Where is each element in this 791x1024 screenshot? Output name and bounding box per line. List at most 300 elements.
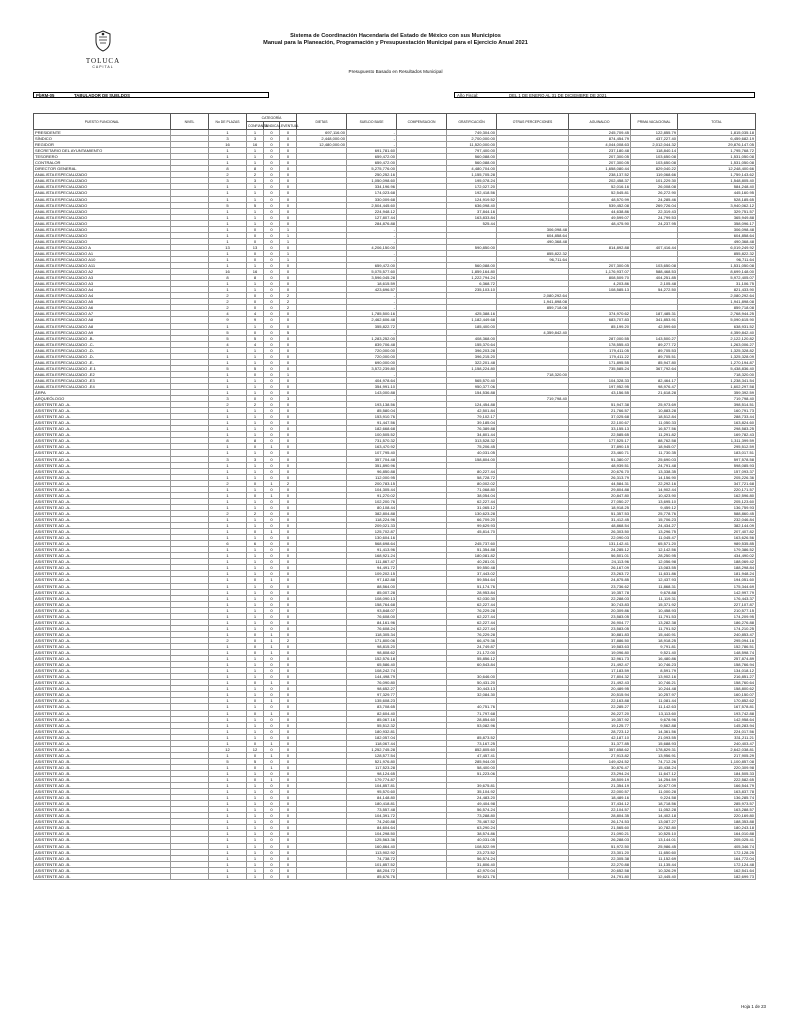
table-cell: 1 [247,426,264,432]
table-cell: 365,949.88 [678,214,756,220]
table-cell: 0 [280,523,297,529]
table-cell: 0 [280,553,297,559]
table-cell: 10,326.29 [631,867,678,873]
table-cell: 5,972,405.07 [678,275,756,281]
table-cell: 0 [264,795,280,801]
table-cell: 16,480.86 [631,656,678,662]
table-cell: 47,457.41 [447,752,497,758]
table-cell: 584,248.40 [678,184,756,190]
table-cell: 51,174.76 [447,583,497,589]
table-cell: 170,852.62 [678,698,756,704]
table-cell [497,873,569,879]
table-cell: 91,447.56 [347,420,397,426]
table-cell: 1,785,500.16 [347,311,397,317]
table-cell: ASISTENTE AD -A- [34,559,171,565]
table-cell: ASISTENTE AD -A- [34,504,171,510]
table-cell: 28,804.35 [569,813,631,819]
table-cell: 0 [280,275,297,281]
table-cell: 1,311,399.59 [678,438,756,444]
document-title-2: Manual para la Planeación, Programación y Presupuestación Municipal para el Ejercicio Anual 2021 [263,40,528,46]
table-cell: 22,163.88 [569,698,631,704]
table-cell: 0 [280,269,297,275]
col-prima: PRIMA VACACIONAL [631,114,678,130]
table-cell: 1 [209,619,247,625]
table-cell: 1,263,006.27 [678,341,756,347]
table-cell: 25,973.69 [631,402,678,408]
table-cell: ARQUEÓLOGO [34,396,171,402]
table-cell: - [347,130,397,136]
table-cell: 2,080,292.64 [678,293,756,299]
table-cell: 1 [209,498,247,504]
table-cell: 0 [264,184,280,190]
table-cell: 84,161.96 [347,619,397,625]
table-cell: 175,344.69 [678,583,756,589]
table-cell: 0 [280,656,297,662]
table-cell: 0 [264,873,280,879]
table-cell: 158,804.00 [447,456,497,462]
table-cell: 22,285.27 [569,704,631,710]
table-cell: 0 [280,801,297,807]
table-cell: 6,368.72 [447,281,497,287]
table-cell: 98,808.62 [347,650,397,656]
table-cell: 42,599.60 [631,323,678,329]
table-cell: 31,377.85 [569,740,631,746]
table-cell: 1 [209,547,247,553]
table-cell: 216,851.27 [678,674,756,680]
table-cell: 1 [209,359,247,365]
table-cell: 143,000.88 [347,390,397,396]
table-cell: 19,357.92 [569,716,631,722]
table-cell: 1 [247,613,264,619]
table-cell: 1 [209,801,247,807]
table-cell: 0 [280,825,297,831]
table-cell: 1 [209,819,247,825]
table-cell: ANALISTA ESPECIALIZADO -E2 [34,371,171,377]
table-cell: 0 [264,359,280,365]
table-cell: 94,491.72 [347,565,397,571]
table-cell: 0 [280,414,297,420]
table-cell: 11,730.35 [631,450,678,456]
table-cell: 22,305.38 [569,855,631,861]
table-cell: 1 [264,680,280,686]
table-cell: 42,501.84 [447,408,497,414]
table-cell: 0 [280,281,297,287]
table-cell: ANALISTA ESPECIALIZADO A3 [34,275,171,281]
table-cell: 0 [280,438,297,444]
table-cell: 85,580.04 [347,408,397,414]
table-cell: 9,521.40 [631,650,678,656]
table-cell: 95,570.60 [347,789,397,795]
table-cell: 16,577.56 [631,426,678,432]
table-cell: 1 [264,444,280,450]
table-cell: 1,158,224.80 [447,365,497,371]
table-cell: ANALISTA ESPECIALIZADO -E- [34,359,171,365]
table-cell: 2 [280,637,297,643]
table-cell: 0 [280,795,297,801]
table-cell: 565,570.40 [447,377,497,383]
table-cell: 0 [247,637,264,643]
table-cell: 659,472.00 [347,263,397,269]
table-cell: 0 [280,807,297,813]
table-cell: 62,227.44 [447,601,497,607]
col-nivel: NIVEL [171,114,209,130]
table-cell: 1 [209,692,247,698]
table-cell: 21,618.28 [631,390,678,396]
table-cell: 1 [209,444,247,450]
table-cell: 157,093.37 [678,468,756,474]
table-cell: 51,357.53 [569,510,631,516]
table-cell: 182,699.73 [678,873,756,879]
table-cell: 0 [280,855,297,861]
table-cell: 6 [247,541,264,547]
table-cell: 1 [209,704,247,710]
table-cell: ANALISTA ESPECIALIZADO -D- [34,347,171,353]
table-cell: 1 [209,674,247,680]
table-cell: 28,250.95 [631,553,678,559]
table-cell: 9,791.81 [631,643,678,649]
table-cell: 59,550.48 [447,565,497,571]
table-cell: 4,206,150.00 [347,244,397,250]
table-cell: 197,952.95 [569,383,631,389]
table-cell: SECRETARIO DEL AYUNTAMIENTO [34,148,171,154]
table-cell: 62,227.44 [447,625,497,631]
table-cell: 240,403.47 [678,740,756,746]
table-cell: 0 [280,420,297,426]
table-cell: 1 [209,807,247,813]
table-cell: 1 [247,855,264,861]
table-cell: 0 [280,541,297,547]
table-cell: 207,407.82 [678,529,756,535]
table-cell: 1 [209,347,247,353]
table-cell: 690,000.00 [347,359,397,365]
table-cell: 1 [280,238,297,244]
table-cell: 10,458.93 [631,607,678,613]
table-cell: 808,509.70 [569,275,631,281]
table-cell: 75,467.52 [447,819,497,825]
table-cell: 4,480,704.00 [447,166,497,172]
table-cell: 44,584.31 [569,480,631,486]
table-cell: 63,290.24 [447,825,497,831]
table-cell: 0 [264,166,280,172]
table-cell: 2,012,044.32 [631,142,678,148]
table-cell: 162,596.80 [678,492,756,498]
table-cell: 0 [264,232,280,238]
table-cell: 65,586.40 [347,662,397,668]
table-cell: 4 [209,341,247,347]
table-cell: 74,738.72 [347,855,397,861]
table-cell: 0 [247,777,264,783]
table-cell: 1 [209,154,247,160]
table-cell: 85,007.28 [347,589,397,595]
table-cell: 0 [280,432,297,438]
table-cell: 0 [280,208,297,214]
table-cell: 829,040.22 [631,166,678,172]
table-cell: 1 [247,583,264,589]
table-cell: REGIDOR [34,142,171,148]
table-cell: 169,782.43 [678,432,756,438]
table-cell: 0 [264,498,280,504]
table-cell: 98,124.65 [347,770,397,776]
table-cell: 163,626.56 [678,535,756,541]
table-cell: 852,805.60 [447,746,497,752]
table-cell: 39,675.81 [447,783,497,789]
table-cell: 56,574.24 [447,855,497,861]
table-cell: 0 [264,686,280,692]
table-cell: 1 [247,347,264,353]
table-cell: CONTRALOR [34,160,171,166]
table-cell: 21,492.43 [569,680,631,686]
table-cell: 1 [209,722,247,728]
table-cell: 1,252,745.28 [347,746,397,752]
table-cell: 2,768,944.25 [678,311,756,317]
table-cell: 1 [264,631,280,637]
table-cell: 135,608.23 [347,698,397,704]
table-cell: 354,991.10 [347,383,397,389]
table-cell: 19,096.80 [569,650,631,656]
table-cell: 2 [209,172,247,178]
table-cell: 9,459.12 [631,504,678,510]
table-cell: PRESIDENTE [34,130,171,136]
table-cell: 5 [247,335,264,341]
table-cell: 1 [209,855,247,861]
table-cell: 88,564.00 [347,583,397,589]
table-cell: ANALISTA ESPECIALIZADO [34,214,171,220]
table-cell: 1 [209,250,247,256]
table-cell: 18,945.07 [631,444,678,450]
table-cell: ASISTENTE AD -A- [34,698,171,704]
table-cell: 1,658,080.44 [569,166,631,172]
table-cell: 21,354.19 [569,783,631,789]
table-cell: 322,201.48 [447,359,497,365]
table-cell: 0 [280,178,297,184]
table-cell: 0 [247,226,264,232]
table-cell: 1 [247,383,264,389]
table-cell: 1 [247,281,264,287]
table-cell: 0 [264,353,280,359]
table-cell: 13,695.10 [631,498,678,504]
col-compensacion: COMPENSACION [397,114,447,130]
table-cell: 96,711.64 [497,256,569,262]
table-cell: 25,690.03 [631,456,678,462]
table-cell: ANALISTA ESPECIALIZADO A8 [34,317,171,323]
table-cell: 11,647.12 [631,770,678,776]
table-cell: 23,736.62 [569,583,631,589]
table-cell: 3 [209,178,247,184]
table-cell: 0 [280,758,297,764]
table-cell: 0 [264,281,280,287]
table-cell: 1 [247,662,264,668]
table-cell: 172,027.20 [447,184,497,190]
table-cell: 0 [280,517,297,523]
table-cell: 73,557.48 [347,807,397,813]
table-cell: 1 [247,220,264,226]
table-cell: 0 [247,764,264,770]
col-sueldo-base: SUELDO BASE [347,114,397,130]
table-cell: 1 [209,226,247,232]
table-cell: 306,098.48 [497,226,569,232]
table-cell: 0 [264,377,280,383]
table-cell: 0 [280,172,297,178]
table-cell: 183,017.51 [678,450,756,456]
table-cell: 298,583.25 [678,426,756,432]
table-cell: 329,751.57 [678,208,756,214]
table-cell: 2,700,000.00 [447,136,497,142]
table-cell: 1 [247,359,264,365]
table-cell: 44,638.86 [569,208,631,214]
table-cell: ANALISTA ESPECIALIZADO -E3 [34,377,171,383]
table-cell: 103,650.08 [631,160,678,166]
table-cell: 85,676.76 [347,873,397,879]
table-cell: 1 [209,873,247,879]
table-cell: 103,650.08 [631,154,678,160]
table-cell: 0 [264,825,280,831]
table-cell: 202,458.37 [569,178,631,184]
table-cell: 108,090.13 [347,595,397,601]
table-cell: 382,804.88 [347,510,397,516]
table-cell: ASISTENTE AD -A- [34,414,171,420]
table-cell: 1 [247,783,264,789]
table-cell: 1 [209,583,247,589]
table-cell: 48,868.54 [569,523,631,529]
table-cell: 0 [264,202,280,208]
table-cell: ASISTENTE AD -A- [34,462,171,468]
table-cell: 3 [209,136,247,142]
table-cell: 0 [247,680,264,686]
table-cell: ASISTENTE AD -B- [34,843,171,849]
table-cell: 5 [209,202,247,208]
table-row [34,873,756,879]
table-cell: 1 [247,353,264,359]
table-cell: ASISTENTE AD -A- [34,523,171,529]
table-cell: 100,505.52 [347,432,397,438]
table-cell: 718,320.00 [497,371,569,377]
table-cell: 598,085.93 [678,462,756,468]
table-cell: 0 [264,831,280,837]
table-cell: 1 [247,692,264,698]
table-header [34,114,756,122]
table-cell: 0 [280,861,297,867]
table-cell: 1 [209,607,247,613]
table-cell: 0 [264,432,280,438]
table-cell: 0 [247,698,264,704]
table-cell: 2 [247,510,264,516]
table-cell: 0 [280,202,297,208]
table-cell: 1 [247,819,264,825]
table-cell: ASISTENTE AD -B- [34,813,171,819]
table-cell: ANALISTA ESPECIALIZADO A11 [34,263,171,269]
table-cell: 28,953.84 [447,589,497,595]
table-cell: 306,098.48 [678,226,756,232]
table-cell: 26,167.09 [569,565,631,571]
table-cell: 0 [280,220,297,226]
table-cell: 26,303.50 [569,529,631,535]
table-cell: 1 [209,160,247,166]
table-cell: 21,090.21 [569,831,631,837]
table-cell: 104,391.72 [347,813,397,819]
table-cell: 0 [264,674,280,680]
table-cell: 1 [209,383,247,389]
logo-name: TOLUCA [85,57,121,65]
table-cell: 0 [264,770,280,776]
table-cell: 124,454.88 [447,402,497,408]
table-cell: 166,544.79 [678,783,756,789]
table-cell: ANALISTA ESPECIALIZADO [34,196,171,202]
table-cell: 26,288.03 [569,837,631,843]
table-cell: 0 [280,698,297,704]
table-cell: 89,277.72 [631,341,678,347]
col-aguinaldo: AGUINALDO [569,114,631,130]
table-cell: 0 [280,595,297,601]
table-cell: 24,791.80 [569,873,631,879]
table-cell: 24,791.48 [631,462,678,468]
col-gratificacion: GRATIFICACIÓN [447,114,497,130]
table-cell: 1 [209,232,247,238]
table-cell: ANALISTA ESPECIALIZADO A7 [34,311,171,317]
table-cell: ASISTENTE AD -A- [34,704,171,710]
table-cell: 1 [264,577,280,583]
table-cell: 205,123.60 [678,498,756,504]
table-cell: 8 [247,275,264,281]
table-cell: 28,509.19 [569,777,631,783]
table-cell: ASISTENTE AD -A- [34,510,171,516]
table-cell: 0 [280,547,297,553]
table-cell: 51,947.38 [569,402,631,408]
table-cell: 85,199.20 [569,323,631,329]
table-cell: ASISTENTE AD -A- [34,637,171,643]
table-cell: 3,572,239.80 [347,365,397,371]
table-cell: ASISTENTE AD -A- [34,716,171,722]
table-cell: ASISTENTE AD -A- [34,607,171,613]
table-cell: 171,895.55 [569,359,631,365]
table-cell: 48,475.90 [569,220,631,226]
table-cell: 193,742.88 [678,710,756,716]
table-cell: 2 [247,402,264,408]
table-cell: 0 [280,716,297,722]
table-cell: 143,500.27 [631,335,678,341]
table-cell: 719,798.40 [678,396,756,402]
table-cell: 1 [209,861,247,867]
table-cell: 74,240.88 [347,819,397,825]
table-cell: 0 [280,317,297,323]
table-cell: 15,706.23 [631,517,678,523]
table-cell: 0 [280,492,297,498]
table-cell: 683,707.83 [569,317,631,323]
table-cell: 22,292.16 [631,480,678,486]
table-cell: 240,853.47 [678,631,756,637]
table-cell: 1 [247,323,264,329]
table-cell: 30,743.83 [569,601,631,607]
table-cell: 1 [264,752,280,758]
table-cell: 8 [209,166,247,172]
table-cell: 23,583.05 [569,613,631,619]
table-cell: 1 [264,492,280,498]
table-cell: 2 [209,305,247,311]
table-cell: 691,781.60 [347,148,397,154]
table-cell: 0 [280,154,297,160]
table-cell: 1 [209,789,247,795]
table-cell: 11,520,000.00 [447,142,497,148]
table-cell: 1 [209,535,247,541]
table-cell: ASISTENTE AD -A- [34,595,171,601]
table-cell: 20,515.94 [569,692,631,698]
table-cell: 13,083.55 [631,565,678,571]
table-cell: 1 [209,414,247,420]
table-cell: ANALISTA ESPECIALIZADO A2 [34,269,171,275]
table-cell: 1 [209,377,247,383]
table-cell: 6,459,682.19 [678,136,756,142]
table-cell: 0 [264,553,280,559]
table-cell: 89,705.53 [631,347,678,353]
